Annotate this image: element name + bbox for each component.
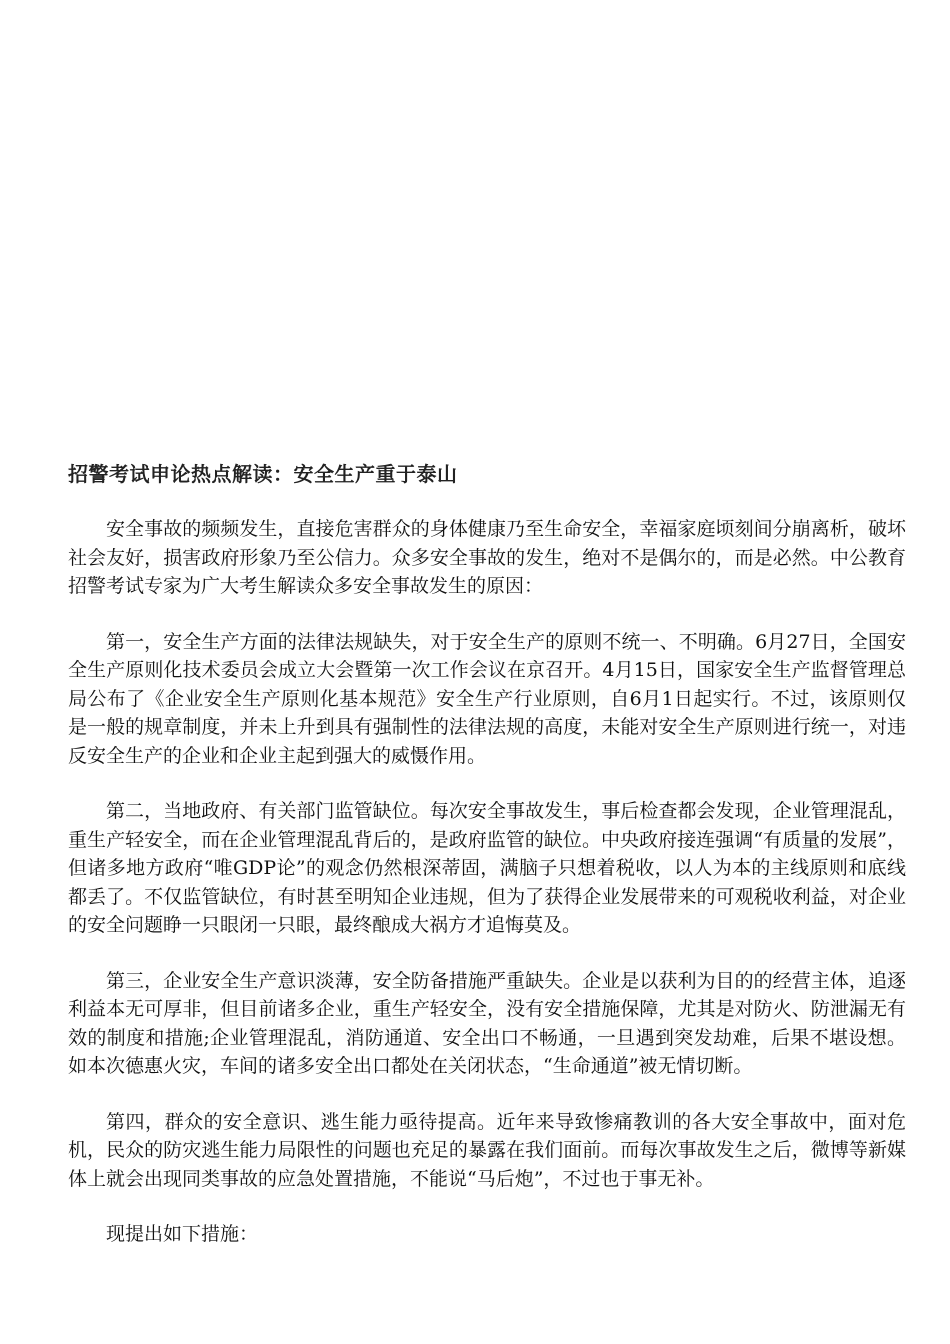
paragraph-reason-1: 第一，安全生产方面的法律法规缺失，对于安全生产的原则不统一、不明确。6月27日，全国安全生产原则化技术委员会成立大会暨第一次工作会议在京召开。4月15日，国家安全生产监督管理总局公布了《企业安全生产原则化基本规范》安全生产行业原则，自6月1日起实行。不过，该原则仅是一般的规章制度，并未上升到具有强制性的法律法规的高度，未能对安全生产原则进行统一，对违反安全生产的企业和企业主起到强大的威慑作用。 bbox=[68, 630, 906, 767]
paragraph-reason-3: 第三，企业安全生产意识淡薄，安全防备措施严重缺失。企业是以获利为目的的经营主体，追逐利益本无可厚非，但目前诸多企业，重生产轻安全，没有安全措施保障，尤其是对防火、防泄漏无有效的制度和措施;企业管理混乱，消防通道、安全出口不畅通，一旦遇到突发劫难，后果不堪设想。如本次德惠火灾，车间的诸多安全出口都处在关闭状态，“生命通道”被无情切断。 bbox=[68, 969, 906, 1077]
document-body bbox=[68, 515, 906, 1249]
paragraph-intro: 安全事故的频频发生，直接危害群众的身体健康乃至生命安全，幸福家庭顷刻间分崩离析，破坏社会友好，损害政府形象乃至公信力。众多安全事故的发生，绝对不是偶尔的，而是必然。中公教育招警考试专家为广大考生解读众多安全事故发生的原因： bbox=[68, 518, 906, 597]
paragraph-reason-2: 第二，当地政府、有关部门监管缺位。每次安全事故发生，事后检查都会发现，企业管理混乱，重生产轻安全，而在企业管理混乱背后的，是政府监管的缺位。中央政府接连强调“有质量的发展”，但诸多地方政府“唯GDP论”的观念仍然根深蒂固，满脑子只想着税收，以人为本的主线原则和底线都丢了。不仅监管缺位，有时甚至明知企业违规，但为了获得企业发展带来的可观税收利益，对企业的安全问题睁一只眼闭一只眼，最终酿成大祸方才追悔莫及。 bbox=[68, 800, 906, 936]
paragraph-reason-4: 第四，群众的安全意识、逃生能力亟待提高。近年来导致惨痛教训的各大安全事故中，面对危机，民众的防灾逃生能力局限性的问题也充足的暴露在我们面前。而每次事故发生之后，微博等新媒体上就会出现同类事故的应急处置措施，不能说“马后炮”，不过也于事无补。 bbox=[68, 1110, 906, 1190]
paragraph-measures-intro: 现提出如下措施： bbox=[106, 1223, 259, 1245]
document-title: 招警考试申论热点解读：安全生产重于泰山 bbox=[68, 462, 458, 486]
